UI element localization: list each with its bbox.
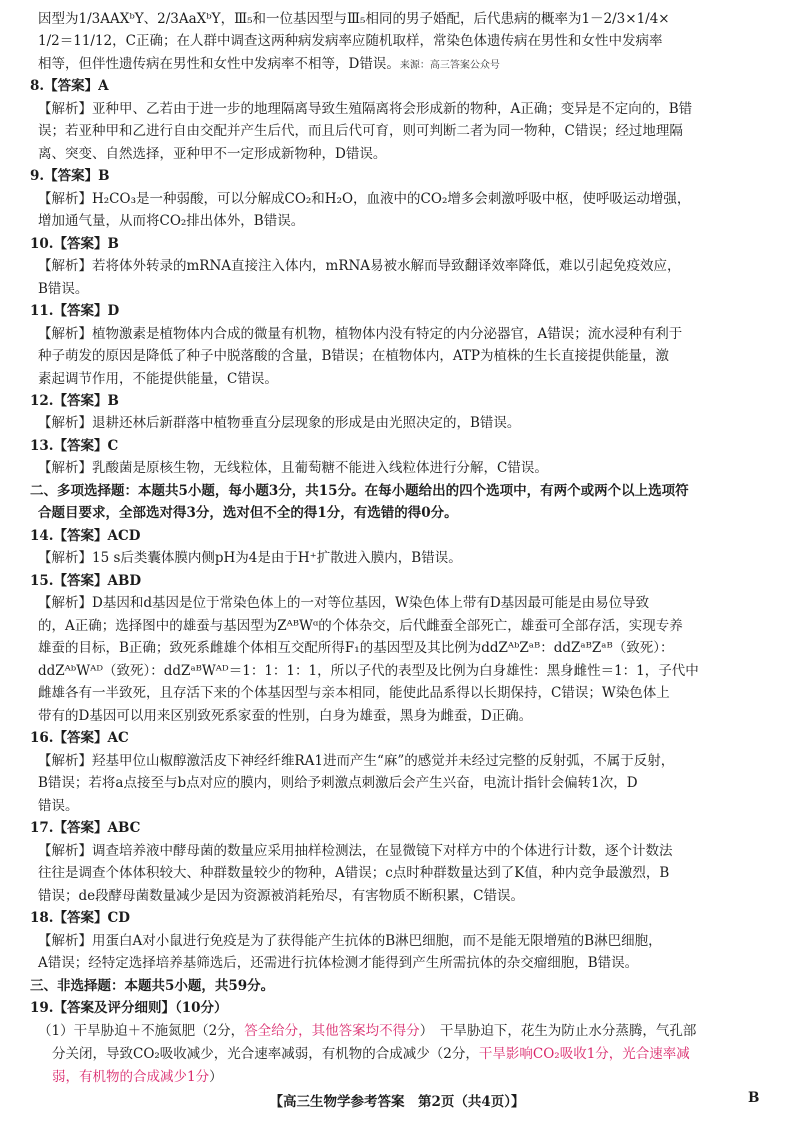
text-line: 【解析】植物激素是植物体内合成的微量有机物，植物体内没有特定的内分泌器官，A错误；流水浸种有利于 (38, 325, 683, 342)
text-line: ddZᴬᵇWᴬᴰ（致死）：ddZᵃᴮWᴬᴰ＝1：1：1：1，所以子代的表型及比例为白身雄性：黑身雌性＝1：1，子代中 (38, 662, 699, 679)
q19-line-2 (52, 1043, 690, 1065)
answer-heading: 14.【答案】ACD (30, 527, 141, 544)
text-line: 【解析】乳酸菌是原核生物，无线粒体，且葡萄糖不能进入线粒体进行分解，C错误。 (38, 460, 548, 477)
source-note: 来源：高三答案公众号 (399, 59, 500, 71)
text-line: 【解析】亚种甲、乙若由于进一步的地理隔离导致生殖隔离将会形成新的物种，A正确；变异是不定向的，B错 (38, 100, 693, 117)
text-line: 往往是调查个体体积较大、种群数量较少的物种，A错误；c点时种群数量达到了K值，种内竞争最激烈，B (38, 865, 670, 882)
q19-line-1 (38, 1020, 696, 1042)
text-line: 错误。 (38, 797, 79, 814)
text-line: 离、突变、自然选择，亚种甲不一定形成新物种，D错误。 (38, 145, 387, 162)
q19-scoring-note: 答全给分，其他答案均不得分 (244, 1023, 420, 1039)
text-line: 素起调节作用，不能提供能量，C错误。 (38, 370, 278, 387)
text-line: 【解析】D基因和d基因是位于常染色体上的一对等位基因，W染色体上带有D基因最可能是由易位导致 (38, 595, 650, 612)
answer-heading: 15.【答案】ABD (30, 572, 142, 589)
answer-heading: 9.【答案】B (30, 168, 110, 185)
text-line: 【解析】若将体外转录的mRNA直接注入体内，mRNA易被水解而导致翻译效率降低，难以引起免疫效应， (38, 258, 681, 275)
q19-text: ） (209, 1069, 223, 1085)
q19-text: 分关闭，导致CO₂吸收减少，光合速率减弱，有机物的合成减少（2分， (52, 1046, 479, 1062)
text-line: 雄蚕的目标，B正确；致死系雌雄个体相互交配所得F₁的基因型及其比例为ddZᴬᵇZᵃᴮ：ddZᵃᴮZᵃᴮ（致死）： (38, 640, 674, 657)
text-line: 【解析】15 s后类囊体膜内侧pH为4是由于H⁺扩散进入膜内，B错误。 (38, 550, 462, 567)
q19-line-3 (52, 1066, 223, 1088)
text-line: 的，A正确；选择图中的雄蚕与基因型为ZᴬᴮWᵅ的个体杂交，后代雌蚕全部死亡，雄蚕可全部存活，实现专养 (38, 617, 683, 634)
answer-heading: 10.【答案】B (30, 235, 119, 252)
text-line: 雌雄各有一半致死，且存活下来的个体基因型与亲本相同，能使此品系得以长期保持，C错误；W染色体上 (38, 685, 670, 702)
text-line: 错误；de段酵母菌数量减少是因为资源被消耗殆尽，有害物质不断积累，C错误。 (38, 887, 524, 904)
text-line: 【解析】退耕还林后新群落中植物垂直分层现象的形成是由光照决定的，B错误。 (38, 415, 521, 432)
text-line: 种子萌发的原因是降低了种子中脱落酸的含量，B错误；在植物体内，ATP为植株的生长直接提供能量，激 (38, 348, 670, 365)
q19-text: ） 干旱胁迫下，花生为防止水分蒸腾，气孔部 (419, 1023, 697, 1039)
q19-scoring-note: 弱，有机物的合成减少1分 (52, 1069, 210, 1085)
page-footer: 【高三生物学参考答案 第2页（共4页）】 (269, 1094, 525, 1110)
text-line: 【解析】羟基甲位山椒醇激活皮下神经纤维RA1进而产生“麻”的感觉并未经过完整的反射弧，不属于反射， (38, 752, 675, 769)
text-line: 带有的D基因可以用来区别致死系家蚕的性别，白身为雄蚕，黑身为雌蚕，D正确。 (38, 707, 533, 724)
text-line: 增加通气量，从而将CO₂排出体外，B错误。 (38, 213, 305, 230)
text-line: 因型为1/3AAXᵇY、2/3AaXᵇY，Ⅲ₅和一位基因型与Ⅲ₅相同的男子婚配，后代患病的概率为1－2/3×1/4× (38, 10, 670, 27)
text-line: 1/2＝11/12，C正确；在人群中调查这两种病发病率应随机取样，常染色体遗传病在男性和女性中发病率 (38, 33, 663, 50)
answer-heading: 18.【答案】CD (30, 910, 130, 927)
q19-scoring-note: 干旱影响CO₂吸收1分，光合速率减 (478, 1046, 690, 1062)
section-heading: 三、非选择题：本题共5小题，共59分。 (30, 977, 275, 994)
answer-heading: 19.【答案及评分细则】（10分） (30, 1000, 228, 1016)
answer-heading: 16.【答案】AC (30, 730, 129, 747)
text-line: B错误；若将a点接至与b点对应的膜内，则给予刺激点刺激后会产生兴奋，电流计指针会偏转1次，D (38, 775, 638, 792)
text-line: B错误。 (38, 280, 89, 297)
answer-heading: 12.【答案】B (30, 393, 119, 409)
text-line: 【解析】H₂CO₃是一种弱酸，可以分解成CO₂和H₂O，血液中的CO₂增多会刺激呼吸中枢，使呼吸运动增强， (38, 190, 691, 207)
answer-heading: 17.【答案】ABC (30, 820, 141, 837)
section-heading: 二、多项选择题：本题共5小题，每小题3分，共15分。在每小题给出的四个选项中，有两个或两个以上选项符 (30, 482, 689, 499)
answer-heading: 13.【答案】C (30, 437, 119, 454)
paper-version-label: B (748, 1090, 760, 1106)
text-line: 【解析】调查培养液中酵母菌的数量应采用抽样检测法，在显微镜下对样方中的个体进行计数，逐个计数法 (38, 842, 673, 859)
text-line: 相等，但伴性遗传病在男性和女性中发病率不相等，D错误。来源：高三答案公众号 (38, 55, 500, 72)
text-line: 误；若亚种甲和乙进行自由交配并产生后代，而且后代可育，则可判断二者为同一物种，C错误；经过地理隔 (38, 123, 683, 140)
text-line: A错误；经特定选择培养基筛选后，还需进行抗体检测才能得到产生所需抗体的杂交瘤细胞，B错误。 (38, 955, 639, 972)
text-line: 【解析】用蛋白A对小鼠进行免疫是为了获得能产生抗体的B淋巴细胞，而不是能无限增殖的B淋巴细胞， (38, 932, 662, 949)
answer-heading: 11.【答案】D (30, 303, 120, 320)
q19-text: （1）干旱胁迫＋不施氮肥（2分， (38, 1023, 245, 1039)
answer-heading: 8.【答案】A (30, 78, 109, 95)
section-heading: 合题目要求，全部选对得3分，选对但不全的得1分，有选错的得0分。 (38, 505, 458, 522)
